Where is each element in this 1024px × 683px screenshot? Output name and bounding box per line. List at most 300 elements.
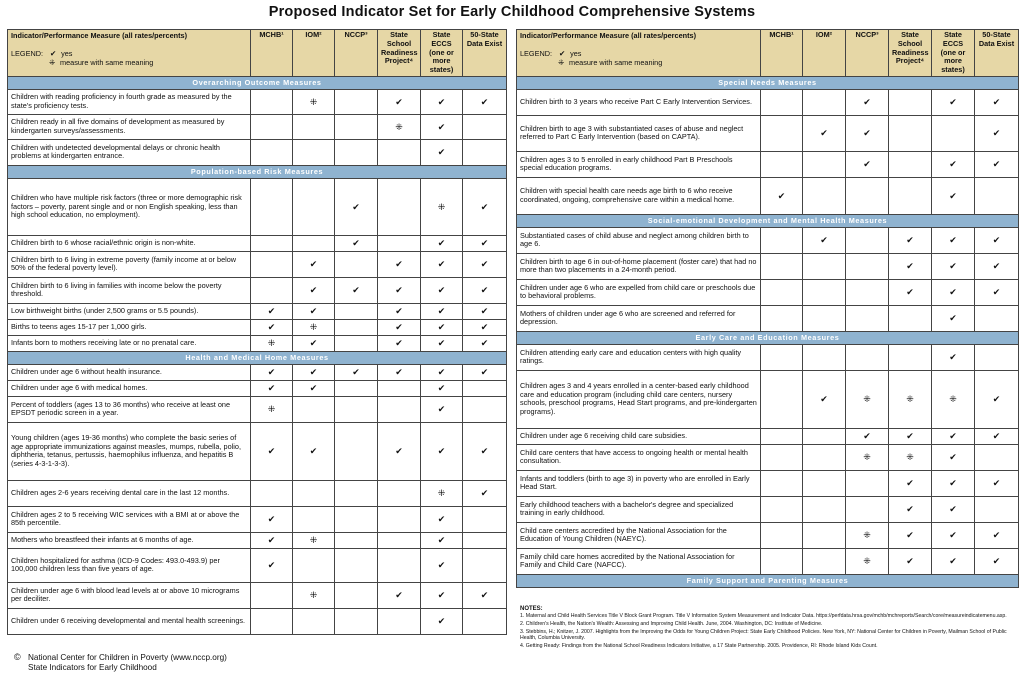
empty-cell	[975, 444, 1019, 470]
check-icon: ✔	[803, 227, 846, 253]
empty-cell	[761, 305, 803, 331]
empty-cell	[803, 444, 846, 470]
check-icon: ✔	[889, 496, 932, 522]
col-header-mchb: MCHB¹	[761, 30, 803, 77]
empty-cell	[251, 608, 293, 634]
check-icon: ✔	[251, 506, 293, 532]
check-icon: ✔	[846, 428, 889, 444]
section-title: Early Care and Education Measures	[517, 331, 1019, 344]
check-icon: ✔	[378, 251, 421, 277]
empty-cell	[251, 89, 293, 114]
table-row	[8, 277, 507, 303]
check-icon: ✔	[378, 364, 421, 380]
table-row	[8, 582, 507, 608]
table-row	[517, 522, 1019, 548]
table-row	[8, 89, 507, 114]
empty-cell	[761, 89, 803, 115]
table-row	[517, 89, 1019, 115]
empty-cell	[293, 608, 335, 634]
table-row	[8, 235, 507, 251]
check-icon: ✔	[932, 344, 975, 370]
table-row	[517, 444, 1019, 470]
section-title: Overarching Outcome Measures	[8, 76, 507, 89]
empty-cell	[932, 115, 975, 151]
table-row	[517, 305, 1019, 331]
table-row	[517, 177, 1019, 214]
indicator-text: Mothers of children under age 6 who are screened and referred for depression.	[517, 305, 761, 331]
empty-cell	[846, 253, 889, 279]
check-icon: ✔	[932, 253, 975, 279]
table-row	[8, 335, 507, 351]
check-icon: ✔	[463, 178, 507, 235]
check-icon: ✔	[463, 480, 507, 506]
empty-cell	[293, 506, 335, 532]
empty-cell	[846, 177, 889, 214]
indicator-text: Young children (ages 19-36 months) who complete the basic series of age appropriate immunizations against measles, mumps, rubella, polio, diphtheria, tetanus, pertussis, haemophilus influenza, and hepatitis B (series 4-3-1-3-3).	[8, 422, 251, 480]
empty-cell	[846, 227, 889, 253]
table-row	[8, 396, 507, 422]
empty-cell	[293, 178, 335, 235]
same-meaning-icon: ⁜	[932, 370, 975, 428]
indicator-text: Child care centers accredited by the National Association for the Education of Young Children (NAEYC).	[517, 522, 761, 548]
empty-cell	[463, 380, 507, 396]
table-row	[8, 380, 507, 396]
table-row	[517, 344, 1019, 370]
notes	[520, 606, 1018, 651]
legend: LEGEND: ✔ yes ⁜ measure with same meaning	[520, 48, 663, 67]
table-row	[8, 178, 507, 235]
check-icon: ✔	[421, 251, 463, 277]
empty-cell	[463, 608, 507, 634]
check-icon: ✔	[251, 380, 293, 396]
check-icon: ✔	[293, 422, 335, 480]
check-icon: ✔	[932, 496, 975, 522]
col-header-iom: IOM²	[803, 30, 846, 77]
empty-cell	[251, 251, 293, 277]
section-header	[8, 76, 507, 89]
check-icon: ✔	[378, 89, 421, 114]
check-icon: ✔	[889, 227, 932, 253]
check-icon: ✔	[463, 303, 507, 319]
empty-cell	[761, 279, 803, 305]
table-row	[8, 303, 507, 319]
empty-cell	[378, 548, 421, 582]
indicator-text: Children who have multiple risk factors (three or more demographic risk factors – poverty, parent single and or non English speaking, less than high school education, no employment).	[8, 178, 251, 235]
empty-cell	[251, 114, 293, 139]
empty-cell	[463, 548, 507, 582]
empty-cell	[335, 532, 378, 548]
empty-cell	[335, 335, 378, 351]
empty-cell	[761, 115, 803, 151]
empty-cell	[335, 506, 378, 532]
check-icon: ✔	[251, 548, 293, 582]
check-icon: ✔	[378, 422, 421, 480]
empty-cell	[378, 480, 421, 506]
check-icon: ✔	[293, 335, 335, 351]
indicator-text: Child care centers that have access to ongoing health or mental health consultation.	[517, 444, 761, 470]
section-title: Social-emotional Development and Mental Health Measures	[517, 214, 1019, 227]
empty-cell	[293, 548, 335, 582]
section-header	[517, 331, 1019, 344]
check-icon: ✔	[251, 364, 293, 380]
col-header-state-eccs: State ECCS (one or more states)	[932, 30, 975, 77]
same-meaning-icon: ⁜	[889, 370, 932, 428]
check-icon: ✔	[293, 380, 335, 396]
check-icon: ✔	[421, 396, 463, 422]
table-row	[517, 227, 1019, 253]
indicator-text: Mothers who breastfeed their infants at 6 months of age.	[8, 532, 251, 548]
empty-cell	[378, 608, 421, 634]
check-icon: ✔	[335, 178, 378, 235]
same-meaning-icon: ⁜	[251, 335, 293, 351]
empty-cell	[251, 139, 293, 165]
check-icon: ✔	[251, 303, 293, 319]
empty-cell	[463, 396, 507, 422]
check-icon: ✔	[421, 608, 463, 634]
indicator-text: Children birth to 6 whose racial/ethnic origin is non-white.	[8, 235, 251, 251]
empty-cell	[803, 548, 846, 574]
empty-cell	[378, 396, 421, 422]
empty-cell	[335, 89, 378, 114]
check-icon: ✔	[421, 114, 463, 139]
note-item: 4. Getting Ready: Findings from the National School Readiness Indicators Initiative, a 17 State Partnership. 2005. Providence, RI: Rhode Island Kids Count.	[520, 642, 878, 649]
col-header-nccp: NCCP³	[846, 30, 889, 77]
empty-cell	[251, 235, 293, 251]
table-row	[8, 532, 507, 548]
indicator-text: Births to teens ages 15-17 per 1,000 girls.	[8, 319, 251, 335]
table-row	[517, 115, 1019, 151]
empty-cell	[293, 235, 335, 251]
indicator-text: Children hospitalized for asthma (ICD-9 Codes: 493.0-493.9) per 100,000 children less than five years of age.	[8, 548, 251, 582]
empty-cell	[889, 89, 932, 115]
check-icon: ✔	[378, 303, 421, 319]
empty-cell	[335, 319, 378, 335]
check-icon: ✔	[421, 139, 463, 165]
check-icon: ✔	[378, 319, 421, 335]
indicator-text: Children ages 2-6 years receiving dental care in the last 12 months.	[8, 480, 251, 506]
check-icon: ✔	[975, 115, 1019, 151]
indicator-text: Family child care homes accredited by the National Association for Family and Child Care (NAFCC).	[517, 548, 761, 574]
col-header-mchb: MCHB¹	[251, 30, 293, 77]
empty-cell	[335, 396, 378, 422]
empty-cell	[378, 235, 421, 251]
indicator-header: Indicator/Performance Measure (all rates/percents) LEGEND: ✔ yes ⁜ measure with same meaning	[8, 30, 251, 77]
empty-cell	[463, 114, 507, 139]
check-icon: ✔	[463, 422, 507, 480]
empty-cell	[803, 522, 846, 548]
note-item: 2. Children's Health, the Nation's Wealth: Assessing and Improving Child Health. June, 2004. Washington, DC: Institute of Medicine.	[520, 621, 823, 628]
notes-label: NOTES:	[520, 606, 543, 612]
check-icon: ✔	[293, 364, 335, 380]
table-row	[517, 470, 1019, 496]
empty-cell	[335, 251, 378, 277]
same-meaning-icon: ⁜	[846, 370, 889, 428]
table-row	[517, 279, 1019, 305]
footer	[14, 652, 227, 673]
check-icon: ✔	[975, 279, 1019, 305]
empty-cell	[251, 277, 293, 303]
empty-cell	[251, 582, 293, 608]
indicator-text: Low birthweight births (under 2,500 grams or 5.5 pounds).	[8, 303, 251, 319]
indicator-text: Children with special health care needs age birth to 6 who receive coordinated, ongoing, comprehensive care within a medical home.	[517, 177, 761, 214]
empty-cell	[889, 344, 932, 370]
empty-cell	[335, 548, 378, 582]
empty-cell	[335, 582, 378, 608]
empty-cell	[761, 227, 803, 253]
col-header-state-school-readiness: State School Readiness Project⁴	[378, 30, 421, 77]
indicator-table-left	[7, 29, 507, 635]
empty-cell	[335, 303, 378, 319]
table-row	[517, 370, 1019, 428]
empty-cell	[378, 139, 421, 165]
empty-cell	[761, 370, 803, 428]
check-icon: ✔	[421, 532, 463, 548]
check-icon: ✔	[421, 506, 463, 532]
empty-cell	[378, 532, 421, 548]
empty-cell	[378, 380, 421, 396]
empty-cell	[803, 344, 846, 370]
empty-cell	[803, 177, 846, 214]
table-row	[8, 139, 507, 165]
table-row	[8, 480, 507, 506]
empty-cell	[293, 139, 335, 165]
same-meaning-icon: ⁜	[421, 480, 463, 506]
empty-cell	[761, 548, 803, 574]
section-title: Special Needs Measures	[517, 76, 1019, 89]
col-header-state-eccs: State ECCS (one or more states)	[421, 30, 463, 77]
empty-cell	[803, 428, 846, 444]
table-row	[8, 506, 507, 532]
check-icon: ✔	[293, 251, 335, 277]
indicator-text: Children under age 6 without health insurance.	[8, 364, 251, 380]
empty-cell	[378, 178, 421, 235]
same-meaning-icon: ⁜	[846, 444, 889, 470]
legend: LEGEND: ✔ yes ⁜ measure with same meaning	[11, 48, 154, 67]
col-header-nccp: NCCP³	[335, 30, 378, 77]
indicator-text: Children attending early care and education centers with high quality ratings.	[517, 344, 761, 370]
empty-cell	[846, 279, 889, 305]
empty-cell	[761, 470, 803, 496]
check-icon: ✔	[803, 370, 846, 428]
indicator-text: Children ages 2 to 5 receiving WIC services with a BMI at or above the 85th percentile.	[8, 506, 251, 532]
check-icon: ✔	[932, 227, 975, 253]
note-item: 1. Maternal and Child Health Services Title V Block Grant Program. Title V Information System Measurement and Indicator Data. https://perfdata.hrsa.gov/mchb/mchreports/Search/core/measureindicatemenu.asp.	[520, 613, 1007, 620]
empty-cell	[846, 344, 889, 370]
check-icon: ✔	[889, 548, 932, 574]
indicator-text: Children ages 3 and 4 years enrolled in a center-based early childhood care and education program (including child care centers, nursery schools, preschool programs, Head Start programs, and pre-kindergarten programs).	[517, 370, 761, 428]
check-icon: ✔	[975, 370, 1019, 428]
empty-cell	[335, 139, 378, 165]
check-icon: ✔	[889, 253, 932, 279]
indicator-text: Children birth to age 3 with substantiated cases of abuse and neglect referred to Part C Early Intervention (based on CAPTA).	[517, 115, 761, 151]
empty-cell	[803, 253, 846, 279]
check-icon: ✔	[975, 522, 1019, 548]
check-icon: ✔	[421, 277, 463, 303]
table-row	[517, 548, 1019, 574]
empty-cell	[463, 139, 507, 165]
indicator-text: Children birth to 6 living in families with income below the poverty threshold.	[8, 277, 251, 303]
same-meaning-icon: ⁜	[293, 532, 335, 548]
table-row	[8, 608, 507, 634]
check-icon: ✔	[421, 364, 463, 380]
indicator-text: Infants born to mothers receiving late or no prenatal care.	[8, 335, 251, 351]
check-icon: ✔	[975, 428, 1019, 444]
check-icon: ✔	[889, 522, 932, 548]
check-icon: ✔	[932, 151, 975, 177]
col-header-iom: IOM²	[293, 30, 335, 77]
same-meaning-icon: ⁜	[557, 57, 565, 67]
empty-cell	[846, 305, 889, 331]
empty-cell	[761, 522, 803, 548]
check-icon: ✔	[50, 48, 57, 58]
section-title: Population-based Risk Measures	[8, 165, 507, 178]
check-icon: ✔	[932, 177, 975, 214]
check-icon: ✔	[559, 48, 566, 58]
check-icon: ✔	[421, 422, 463, 480]
check-icon: ✔	[251, 319, 293, 335]
same-meaning-icon: ⁜	[48, 57, 56, 67]
section-title: Family Support and Parenting Measures	[517, 574, 1019, 587]
indicator-text: Children with reading proficiency in fourth grade as measured by the state's proficiency tests.	[8, 89, 251, 114]
table-row	[8, 422, 507, 480]
section-header	[517, 214, 1019, 227]
empty-cell	[463, 506, 507, 532]
section-title: Health and Medical Home Measures	[8, 351, 507, 364]
empty-cell	[251, 480, 293, 506]
check-icon: ✔	[335, 364, 378, 380]
col-header-50-state-data: 50-State Data Exist	[463, 30, 507, 77]
empty-cell	[761, 344, 803, 370]
check-icon: ✔	[932, 89, 975, 115]
check-icon: ✔	[975, 227, 1019, 253]
check-icon: ✔	[761, 177, 803, 214]
empty-cell	[846, 496, 889, 522]
page-title: Proposed Indicator Set for Early Childhood Comprehensive Systems	[268, 4, 756, 20]
check-icon: ✔	[335, 277, 378, 303]
empty-cell	[761, 428, 803, 444]
indicator-header: Indicator/Performance Measure (all rates/percents) LEGEND: ✔ yes ⁜ measure with same meaning	[517, 30, 761, 77]
check-icon: ✔	[463, 364, 507, 380]
section-header	[8, 165, 507, 178]
empty-cell	[889, 115, 932, 151]
check-icon: ✔	[421, 303, 463, 319]
check-icon: ✔	[463, 319, 507, 335]
empty-cell	[251, 178, 293, 235]
check-icon: ✔	[463, 582, 507, 608]
table-row	[8, 114, 507, 139]
check-icon: ✔	[932, 548, 975, 574]
empty-cell	[335, 380, 378, 396]
indicator-text: Children under age 6 receiving child care subsidies.	[517, 428, 761, 444]
check-icon: ✔	[421, 548, 463, 582]
empty-cell	[889, 151, 932, 177]
check-icon: ✔	[932, 428, 975, 444]
same-meaning-icon: ⁜	[421, 178, 463, 235]
empty-cell	[975, 496, 1019, 522]
check-icon: ✔	[932, 279, 975, 305]
col-header-50-state-data: 50-State Data Exist	[975, 30, 1019, 77]
check-icon: ✔	[421, 380, 463, 396]
table-row	[517, 496, 1019, 522]
check-icon: ✔	[975, 253, 1019, 279]
check-icon: ✔	[463, 335, 507, 351]
indicator-text: Children under 6 receiving developmental and mental health screenings.	[8, 608, 251, 634]
check-icon: ✔	[846, 89, 889, 115]
check-icon: ✔	[421, 335, 463, 351]
indicator-text: Children with undetected developmental delays or chronic health problems at kindergarten entrance.	[8, 139, 251, 165]
empty-cell	[803, 279, 846, 305]
check-icon: ✔	[846, 115, 889, 151]
empty-cell	[335, 608, 378, 634]
empty-cell	[761, 151, 803, 177]
check-icon: ✔	[889, 470, 932, 496]
table-row	[517, 253, 1019, 279]
check-icon: ✔	[421, 582, 463, 608]
col-header-state-school-readiness: State School Readiness Project⁴	[889, 30, 932, 77]
section-header	[8, 351, 507, 364]
check-icon: ✔	[889, 428, 932, 444]
check-icon: ✔	[932, 470, 975, 496]
table-row	[8, 251, 507, 277]
check-icon: ✔	[378, 582, 421, 608]
same-meaning-icon: ⁜	[846, 548, 889, 574]
empty-cell	[889, 305, 932, 331]
check-icon: ✔	[293, 303, 335, 319]
table-row	[8, 319, 507, 335]
empty-cell	[293, 114, 335, 139]
check-icon: ✔	[463, 277, 507, 303]
check-icon: ✔	[846, 151, 889, 177]
empty-cell	[975, 305, 1019, 331]
indicator-text: Infants and toddlers (birth to age 3) in poverty who are enrolled in Early Head Start.	[517, 470, 761, 496]
check-icon: ✔	[421, 235, 463, 251]
empty-cell	[335, 422, 378, 480]
table-row	[8, 548, 507, 582]
empty-cell	[889, 177, 932, 214]
check-icon: ✔	[975, 548, 1019, 574]
same-meaning-icon: ⁜	[378, 114, 421, 139]
indicator-text: Children ready in all five domains of development as measured by kindergarten surveys/assessments.	[8, 114, 251, 139]
empty-cell	[803, 470, 846, 496]
same-meaning-icon: ⁜	[889, 444, 932, 470]
check-icon: ✔	[293, 277, 335, 303]
check-icon: ✔	[889, 279, 932, 305]
check-icon: ✔	[803, 115, 846, 151]
empty-cell	[761, 444, 803, 470]
empty-cell	[803, 89, 846, 115]
empty-cell	[463, 532, 507, 548]
check-icon: ✔	[932, 305, 975, 331]
empty-cell	[803, 151, 846, 177]
indicator-text: Children birth to 3 years who receive Part C Early Intervention Services.	[517, 89, 761, 115]
indicator-text: Children ages 3 to 5 enrolled in early childhood Part B Preschools special education programs.	[517, 151, 761, 177]
indicator-text: Children under age 6 with blood lead levels at or above 10 micrograms per deciliter.	[8, 582, 251, 608]
check-icon: ✔	[421, 89, 463, 114]
indicator-text: Substantiated cases of child abuse and neglect among children birth to age 6.	[517, 227, 761, 253]
check-icon: ✔	[251, 422, 293, 480]
check-icon: ✔	[463, 89, 507, 114]
empty-cell	[975, 344, 1019, 370]
same-meaning-icon: ⁜	[293, 89, 335, 114]
indicator-text: Children under age 6 who are expelled from child care or preschools due to behavioral problems.	[517, 279, 761, 305]
check-icon: ✔	[975, 470, 1019, 496]
empty-cell	[378, 506, 421, 532]
empty-cell	[975, 177, 1019, 214]
check-icon: ✔	[975, 151, 1019, 177]
indicator-table-right	[516, 29, 1019, 588]
table-row	[517, 428, 1019, 444]
note-item: 3. Stebbins, H.; Knitzer, J. 2007. Highlights from the Improving the Odds for Young Children Project: State Early Childhood Policies. New York, NY: National Center for Children in Poverty, Mailman School of Public Health, Columbia University.	[520, 628, 1007, 642]
